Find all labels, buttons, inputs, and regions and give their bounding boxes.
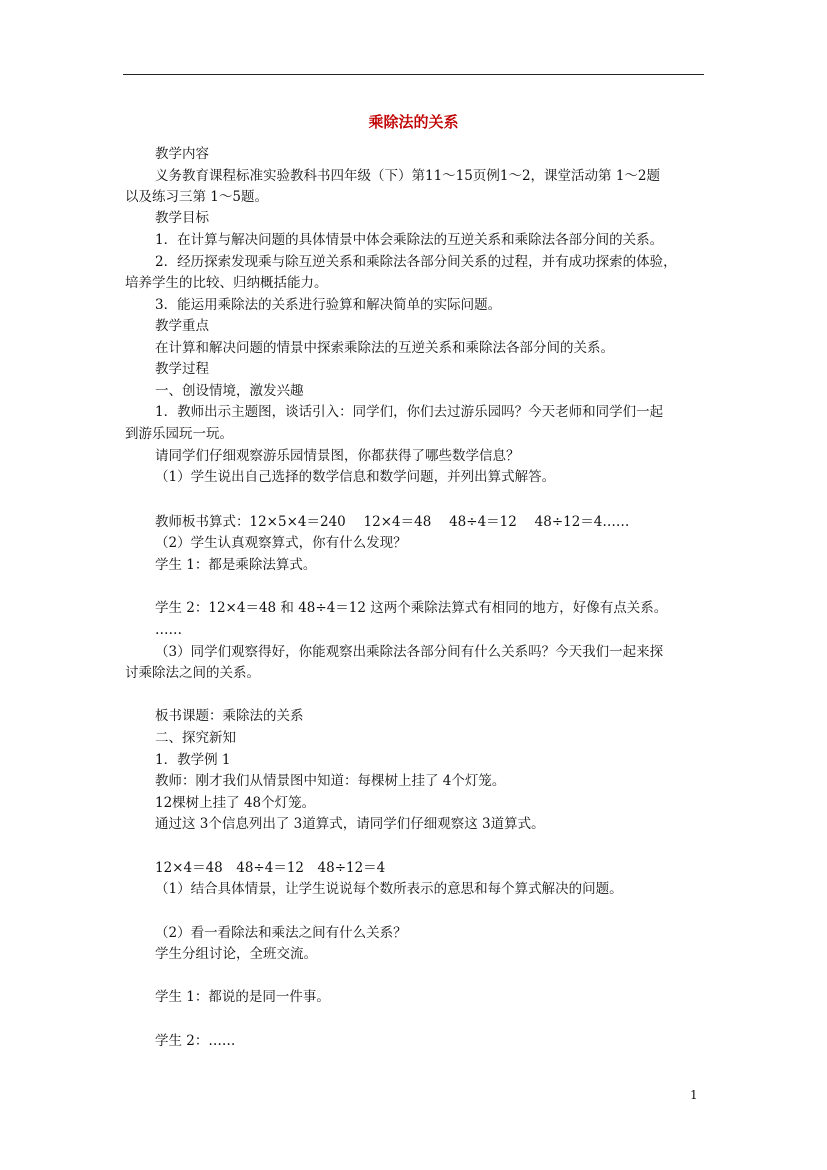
text-line: 学生 1：都是乘除法算式。: [155, 557, 317, 573]
document-title: 乘除法的关系: [368, 113, 459, 131]
text-line: 12棵树上挂了 48个灯笼。: [155, 795, 316, 811]
text-line: 二、探究新知: [155, 730, 236, 746]
text-line: 12×4＝48 48÷4＝12 48÷12＝4: [155, 860, 386, 876]
text-line: 1．在计算与解决问题的具体情景中体会乘除法的互逆关系和乘除法各部分间的关系。: [155, 232, 664, 248]
text-line: 在计算和解决问题的情景中探索乘除法的互逆关系和乘除法各部分间的关系。: [155, 340, 614, 356]
text-line: 教学目标: [155, 210, 209, 226]
text-line: 1．教师出示主题图，谈话引入：同学们，你们去过游乐园吗？今天老师和同学们一起: [155, 404, 664, 420]
text-line: 1．教学例 1: [155, 752, 231, 768]
text-line: 以及练习三第 1～5题。: [125, 189, 268, 205]
text-line: 通过这 3个信息列出了 3道算式，请同学们仔细观察这 3道算式。: [155, 816, 545, 832]
header-rule: [123, 74, 704, 75]
text-line: 培养学生的比较、归纳概括能力。: [125, 275, 328, 291]
text-line: 讨乘除法之间的关系。: [125, 665, 260, 681]
text-line: 义务教育课程标准实验教科书四年级（下）第11～15页例1～2，课堂活动第 1～2题: [155, 168, 661, 184]
text-line: 教师板书算式：12×5×4＝240 12×4＝48 48÷4＝12 48÷12＝4……: [155, 514, 630, 530]
text-line: 板书课题：乘除法的关系: [155, 708, 304, 724]
text-line: （1）结合具体情景，让学生说说每个数所表示的意思和每个算式解决的问题。: [155, 881, 623, 897]
text-line: 到游乐园玩一玩。: [125, 426, 233, 442]
text-line: 教学重点: [155, 318, 209, 334]
text-line: 3．能运用乘除法的关系进行验算和解决简单的实际问题。: [155, 297, 502, 313]
page-number: 1: [690, 1088, 698, 1102]
text-line: 教学过程: [155, 361, 209, 377]
text-line: 学生 2：12×4＝48 和 48÷4＝12 这两个乘除法算式有相同的地方，好像有点关系。: [155, 600, 668, 616]
text-line: （1）学生说出自己选择的数学信息和数学问题，并列出算式解答。: [155, 469, 556, 485]
text-line: 学生分组讨论，全班交流。: [155, 946, 317, 962]
text-line: 学生 1：都说的是同一件事。: [155, 989, 330, 1005]
text-line: （2）学生认真观察算式，你有什么发现？: [155, 535, 407, 551]
text-line: （3）同学们观察得好，你能观察出乘除法各部分间有什么关系吗？今天我们一起来探: [155, 644, 664, 660]
text-line: 教学内容: [155, 146, 209, 162]
text-line: 学生 2：……: [155, 1033, 236, 1049]
text-line: ……: [155, 622, 182, 638]
text-line: （2）看一看除法和乘法之间有什么关系？: [155, 925, 407, 941]
text-line: 教师：刚才我们从情景图中知道：每棵树上挂了 4个灯笼。: [155, 773, 506, 789]
text-line: 一、创设情境，激发兴趣: [155, 383, 304, 399]
text-line: 请同学们仔细观察游乐园情景图，你都获得了哪些数学信息？: [155, 448, 520, 464]
text-line: 2．经历探索发现乘与除互逆关系和乘除法各部分间关系的过程，并有成功探索的体验，: [155, 254, 677, 270]
